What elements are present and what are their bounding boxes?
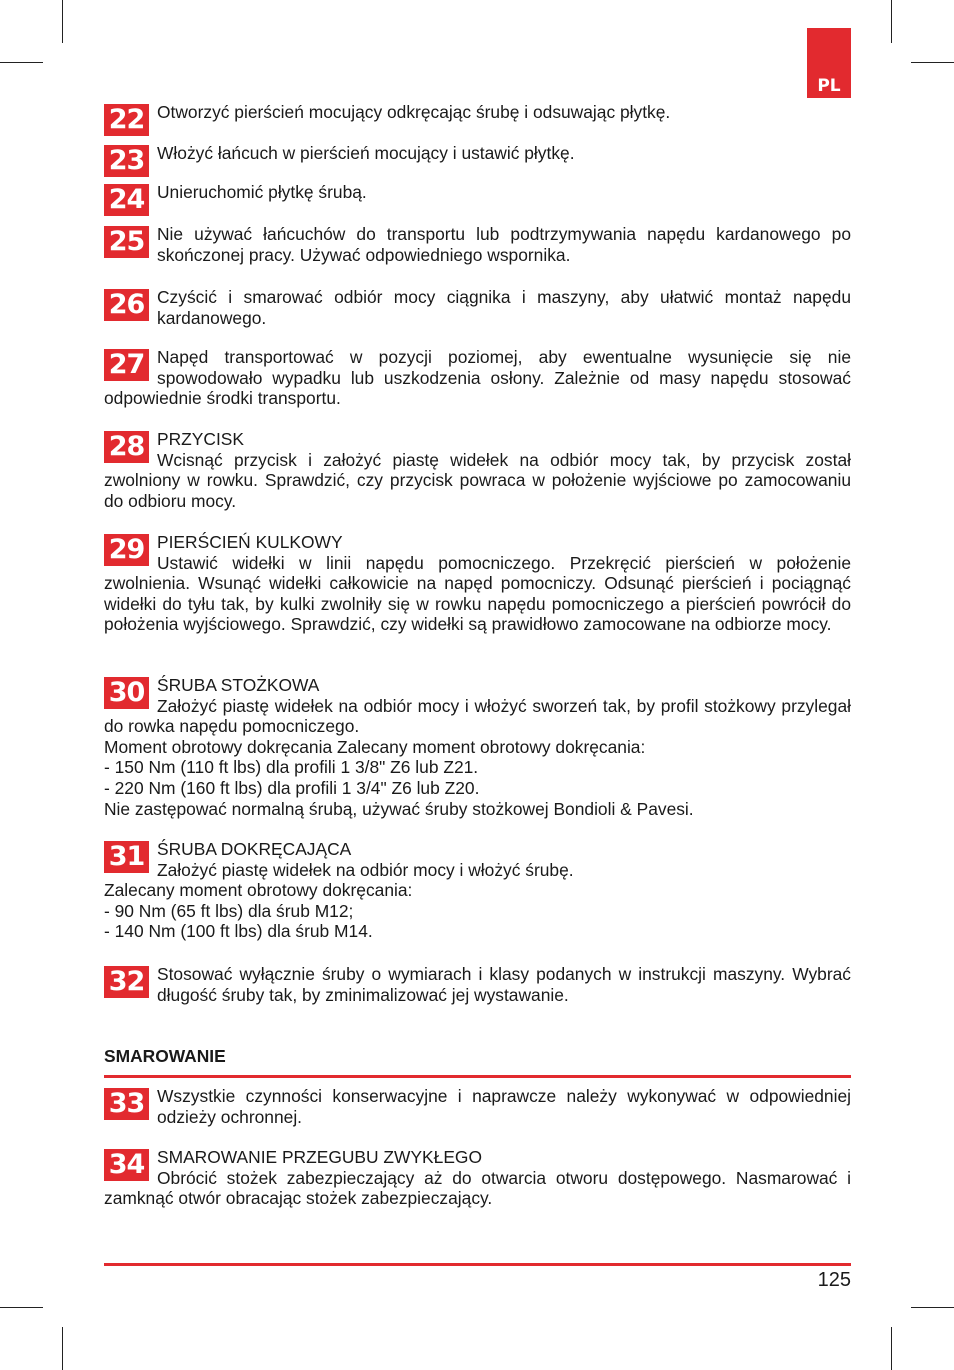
instruction-item	[104, 839, 851, 942]
instruction-item	[104, 182, 851, 214]
language-tab: PL	[807, 28, 851, 98]
instruction-text: ŚRUBA STOŻKOWA	[157, 675, 320, 695]
step-number-badge: 24	[104, 184, 149, 216]
crop-mark	[0, 62, 43, 63]
instruction-text: Włożyć łańcuch w pierścień mocujący i ustawić płytkę.	[157, 143, 575, 163]
step-number-badge: 33	[104, 1088, 149, 1120]
crop-mark	[62, 1327, 63, 1370]
crop-mark	[0, 1307, 43, 1308]
section-rule	[104, 1075, 851, 1078]
instruction-text: Ustawić widełki w linii napędu pomocniczego. Przekręcić pierścień w położenie zwolnienia. Wsunąć widełki całkowicie na napęd pomocniczy. Odsunąć pierścień i pociągnąć widełki do tyłu tak, by kulki zwolniły się w rowku napędu pomocniczego a pierścień powrócił do położenia wyjściowego. Sprawdzić, czy widełki są prawidłowo zamocowane na odbiorze mocy.	[104, 552, 851, 635]
instruction-item	[104, 102, 851, 134]
instruction-text: Wszystkie czynności konserwacyjne i naprawcze należy wykonywać w odpowiedniej odzieży ochronnej.	[157, 1086, 851, 1127]
instruction-item	[104, 1147, 851, 1209]
instruction-item	[104, 675, 851, 819]
step-number-badge: 31	[104, 841, 149, 873]
crop-mark	[911, 1307, 954, 1308]
instruction-text: Otworzyć pierścień mocujący odkręcając śrubę i odsuwając płytkę.	[157, 102, 671, 122]
instruction-item	[104, 429, 851, 511]
instruction-text: Wcisnąć przycisk i założyć piastę widełek na odbiór mocy tak, by przycisk został zwolniony w rowku. Sprawdzić, czy przycisk powraca w położenie wyjściowe po zamocowaniu do odbioru mocy.	[104, 449, 851, 511]
instruction-text: - 150 Nm (110 ft lbs) dla profili 1 3/8" Z6 lub Z21.	[104, 757, 479, 778]
crop-mark	[891, 1327, 892, 1370]
instruction-item	[104, 347, 851, 409]
instruction-item	[104, 224, 851, 265]
instruction-text: Czyścić i smarować odbiór mocy ciągnika i maszyny, aby ułatwić montaż napędu kardanowego.	[157, 287, 851, 328]
section-heading: SMAROWANIE	[104, 1046, 226, 1066]
instruction-text: Założyć piastę widełek na odbiór mocy i włożyć śrubę.	[157, 859, 574, 880]
step-number-badge: 29	[104, 534, 149, 566]
instruction-item	[104, 143, 851, 175]
instruction-text: PRZYCISK	[157, 429, 244, 449]
instruction-text: Nie zastępować normalną śrubą, używać śruby stożkowej Bondioli & Pavesi.	[104, 798, 694, 819]
instruction-text: Moment obrotowy dokręcania Zalecany moment obrotowy dokręcania:	[104, 736, 646, 757]
step-number-badge: 28	[104, 431, 149, 463]
instruction-text: Unieruchomić płytkę śrubą.	[157, 182, 367, 202]
instruction-text: PIERŚCIEŃ KULKOWY	[157, 532, 343, 552]
crop-mark	[891, 0, 892, 43]
instruction-text: Stosować wyłącznie śruby o wymiarach i klasy podanych w instrukcji maszyny. Wybrać długość śruby tak, by zminimalizować jej wystawanie.	[157, 964, 851, 1005]
instruction-item	[104, 287, 851, 328]
crop-mark	[911, 62, 954, 63]
instruction-text: Zalecany moment obrotowy dokręcania:	[104, 880, 413, 901]
instruction-text: - 90 Nm (65 ft lbs) dla śrub M12;	[104, 900, 354, 921]
step-number-badge: 23	[104, 145, 149, 177]
instruction-text: Założyć piastę widełek na odbiór mocy i włożyć sworzeń tak, by profil stożkowy przylegał do rowka napędu pomocniczego.	[104, 695, 851, 737]
step-number-badge: 22	[104, 104, 149, 136]
instruction-text: Nie używać łańcuchów do transportu lub podtrzymywania napędu kardanowego po skończonej pracy. Używać odpowiedniego wspornika.	[157, 224, 851, 265]
instruction-text: SMAROWANIE PRZEGUBU ZWYKŁEGO	[157, 1147, 482, 1167]
instruction-text: - 220 Nm (160 ft lbs) dla profili 1 3/4" Z6 lub Z20.	[104, 777, 480, 798]
instruction-item	[104, 532, 851, 635]
instruction-item	[104, 964, 851, 1005]
instruction-text: - 140 Nm (100 ft lbs) dla śrub M14.	[104, 921, 373, 942]
crop-mark	[62, 0, 63, 43]
page-number: 125	[817, 1269, 851, 1291]
step-number-badge: 34	[104, 1149, 149, 1181]
footer-rule	[104, 1263, 851, 1266]
instruction-text: Obrócić stożek zabezpieczający aż do otwarcia otworu dostępowego. Nasmarować i zamknąć otwór obracając stożek zabezpieczający.	[104, 1167, 851, 1209]
step-number-badge: 32	[104, 966, 149, 998]
instruction-item	[104, 1086, 851, 1127]
step-number-badge: 26	[104, 289, 149, 321]
step-number-badge: 27	[104, 349, 149, 381]
instruction-text: ŚRUBA DOKRĘCAJĄCA	[157, 839, 352, 859]
step-number-badge: 25	[104, 226, 149, 258]
instruction-text: Napęd transportować w pozycji poziomej, aby ewentualne wysunięcie się nie spowodowało wypadku lub uszkodzenia osłony. Zależnie od masy napędu stosować odpowiednie środki transportu.	[104, 347, 851, 409]
step-number-badge: 30	[104, 677, 149, 709]
